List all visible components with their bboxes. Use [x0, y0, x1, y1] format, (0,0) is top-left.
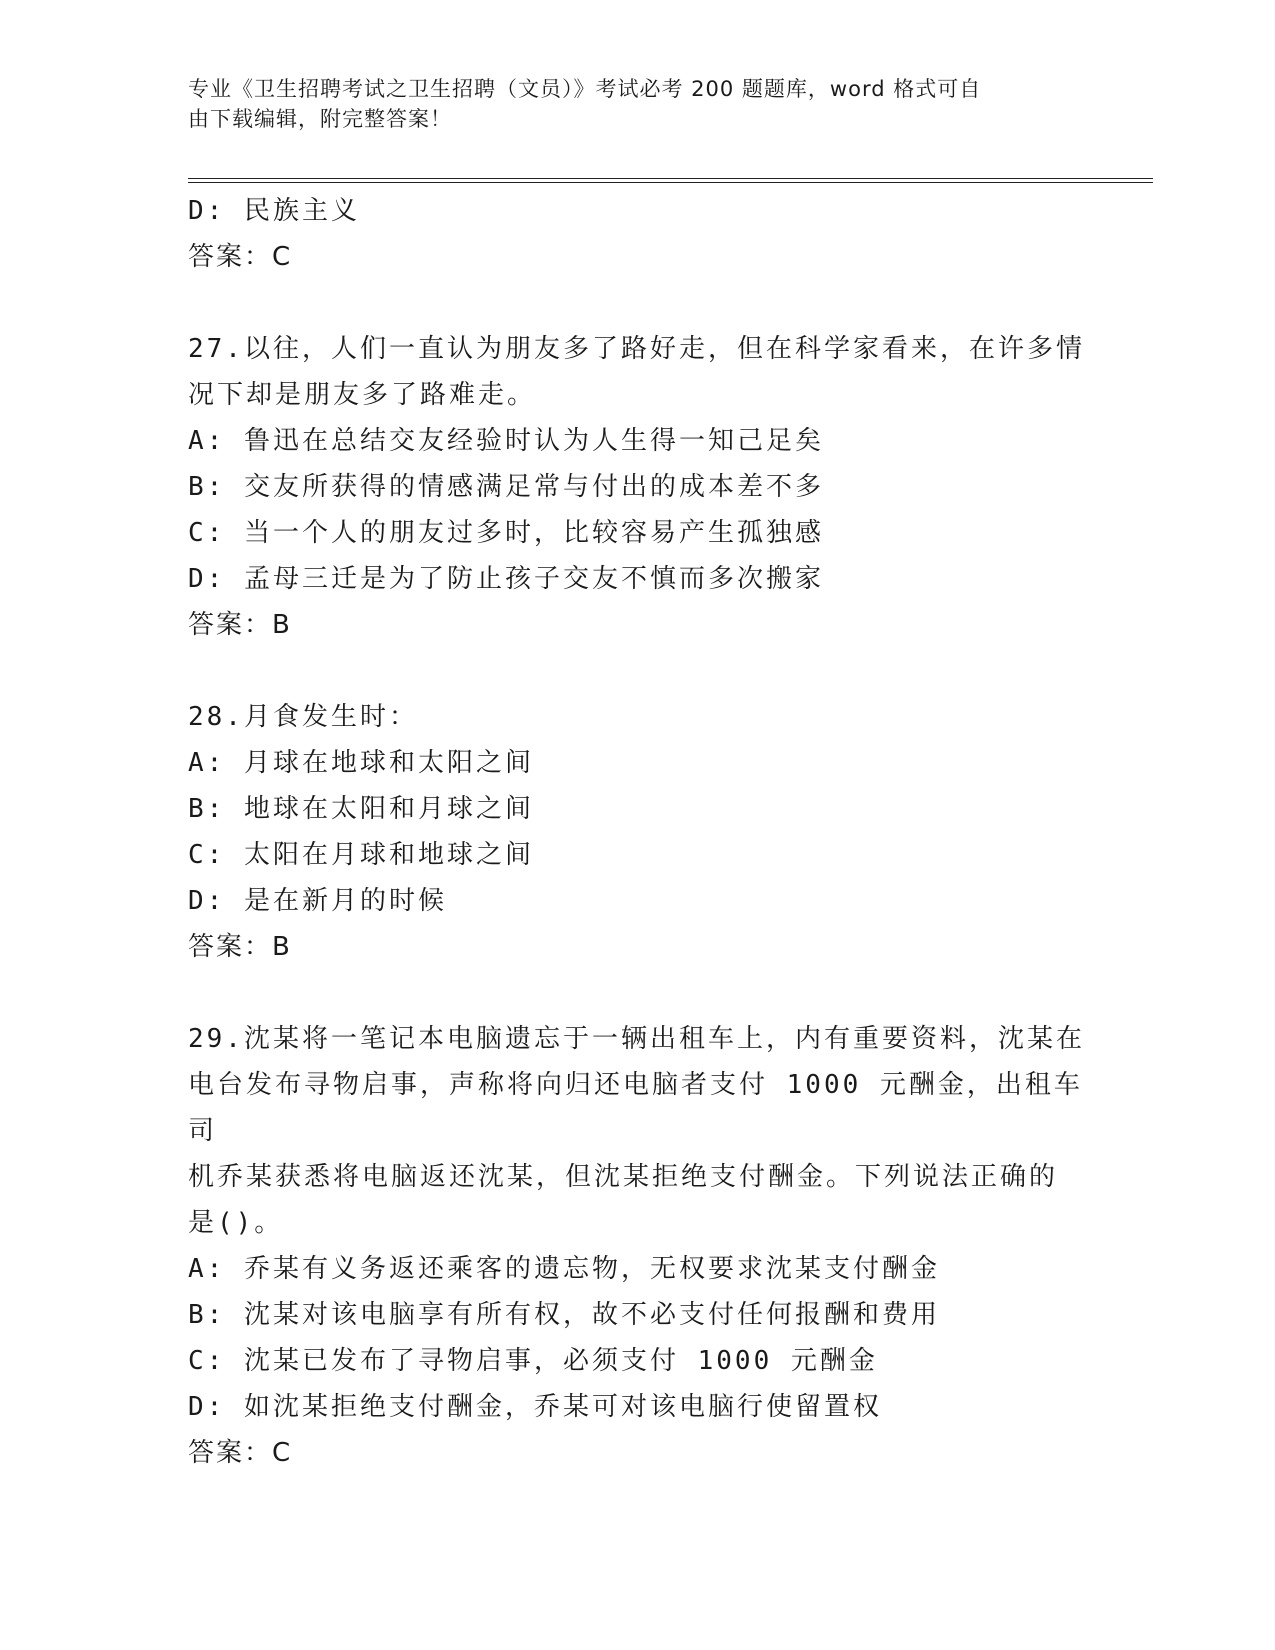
option-a: A: 乔某有义务返还乘客的遗忘物，无权要求沈某支付酬金 [188, 1254, 940, 1284]
option-b: B: 沈某对该电脑享有所有权，故不必支付任何报酬和费用 [188, 1300, 940, 1330]
header-divider-top [188, 178, 1153, 179]
option-c: C: 沈某已发布了寻物启事，必须支付 1000 元酬金 [188, 1346, 878, 1376]
option-c: C: 太阳在月球和地球之间 [188, 840, 534, 870]
previous-answer: 答案：C [188, 242, 293, 272]
stem-line: 是()。 [188, 1208, 284, 1238]
question-29 [188, 1016, 1088, 1476]
header-divider-bottom [188, 182, 1153, 183]
answer: 答案：B [188, 932, 292, 962]
spacer [188, 970, 1088, 1016]
previous-option-d: D: 民族主义 [188, 196, 360, 226]
option-b: B: 地球在太阳和月球之间 [188, 794, 534, 824]
answer: 答案：C [188, 1438, 293, 1468]
question-28 [188, 694, 1088, 970]
document-header [188, 74, 1068, 134]
question-stem [188, 694, 1088, 740]
header-line-2: 由下载编辑，附完整答案！ [188, 107, 452, 131]
spacer [188, 280, 1088, 326]
option-d: D: 如沈某拒绝支付酬金，乔某可对该电脑行使留置权 [188, 1392, 882, 1422]
stem-line: 机乔某获悉将电脑返还沈某，但沈某拒绝支付酬金。下列说法正确的 [188, 1162, 1059, 1192]
option-c: C: 当一个人的朋友过多时，比较容易产生孤独感 [188, 518, 824, 548]
spacer [188, 648, 1088, 694]
question-stem [188, 1016, 1088, 1246]
option-a: A: 鲁迅在总结交友经验时认为人生得一知己足矣 [188, 426, 824, 456]
option-b: B: 交友所获得的情感满足常与付出的成本差不多 [188, 472, 824, 502]
question-27 [188, 326, 1088, 648]
header-line-1: 专业《卫生招聘考试之卫生招聘（文员）》考试必考 200 题题库，word 格式可自 [188, 77, 982, 101]
question-stem [188, 326, 1088, 418]
stem-line: 28.月食发生时： [188, 702, 418, 732]
answer: 答案：B [188, 610, 292, 640]
option-d: D: 是在新月的时候 [188, 886, 447, 916]
stem-line: 电台发布寻物启事，声称将向归还电脑者支付 1000 元酬金，出租车司 [188, 1070, 1083, 1146]
option-d: D: 孟母三迁是为了防止孩子交友不慎而多次搬家 [188, 564, 824, 594]
question-content [188, 188, 1088, 1476]
option-a: A: 月球在地球和太阳之间 [188, 748, 534, 778]
stem-line: 27.以往，人们一直认为朋友多了路好走，但在科学家看来，在许多情 [188, 334, 1085, 364]
stem-line: 29.沈某将一笔记本电脑遗忘于一辆出租车上，内有重要资料，沈某在 [188, 1024, 1085, 1054]
stem-line: 况下却是朋友多了路难走。 [188, 380, 537, 410]
